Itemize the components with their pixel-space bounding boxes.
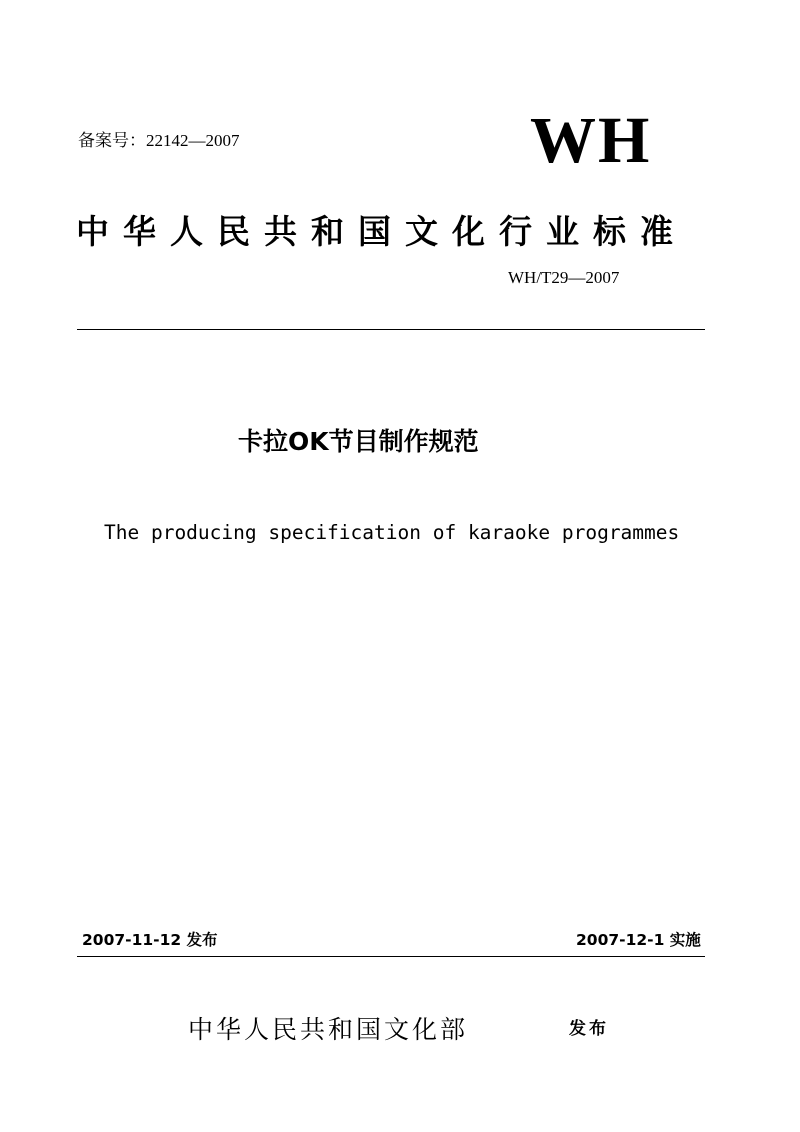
publisher-name: 中华人民共和国文化部	[188, 1015, 469, 1044]
issue-date: 2007-11-12 发布	[82, 931, 218, 949]
top-divider	[77, 329, 705, 330]
record-number: 备案号：22142—2007	[78, 131, 240, 150]
standard-category-title: 中华人民共和国文化行业标准	[76, 212, 687, 251]
wh-logo: WH	[530, 104, 652, 177]
standard-code: WH/T29—2007	[508, 268, 620, 287]
bottom-divider	[77, 956, 705, 957]
implementation-date: 2007-12-1 实施	[576, 931, 701, 949]
document-title-chinese: 卡拉OK节目制作规范	[238, 427, 479, 456]
document-title-english: The producing specification of karaoke programmes	[104, 521, 680, 544]
publish-label: 发布	[569, 1019, 609, 1039]
